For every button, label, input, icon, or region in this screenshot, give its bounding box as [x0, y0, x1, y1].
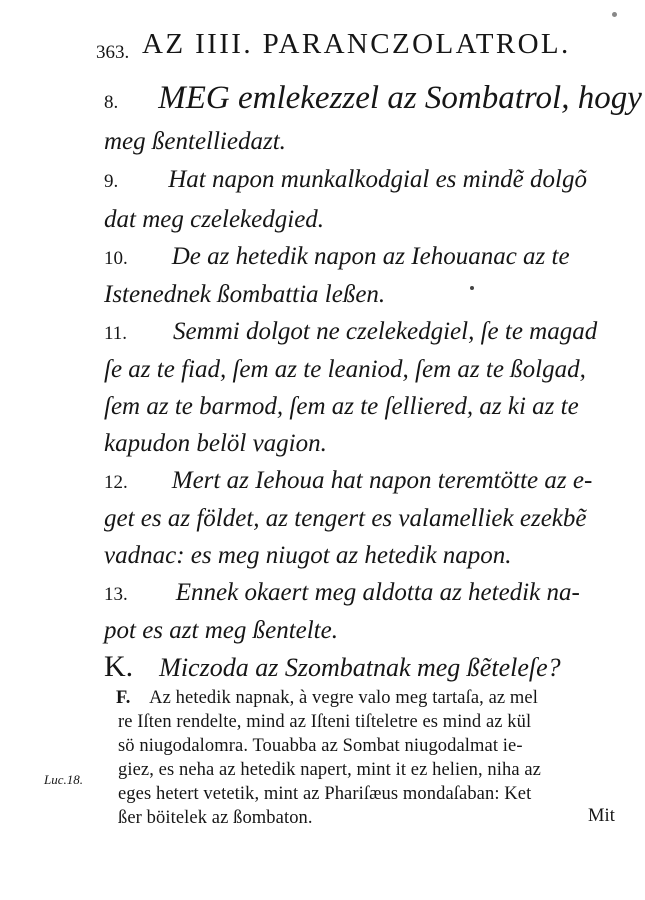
verse-number: 10. — [104, 248, 128, 269]
verse-number: 11. — [104, 323, 128, 344]
verse-9-line-1 — [104, 166, 587, 194]
ink-speck — [612, 12, 617, 17]
verse-number: 8. — [104, 92, 119, 113]
catchword: Mit — [588, 806, 616, 826]
verse-number: 9. — [104, 171, 119, 192]
verse-12-line-3: vadnac: es meg niugot az hetedik napon. — [104, 542, 512, 569]
verse-number: 12. — [104, 472, 128, 493]
verse-12-line-1 — [104, 467, 592, 495]
page-number: 363. — [96, 42, 130, 63]
verse-8-line-2: meg ßentelliedazt. — [104, 128, 286, 155]
answer-line-2: re Iſten rendelte, mind az Iſteni tiſteletre es mind az kül — [118, 712, 532, 732]
running-title: AZ IIII. PARANCZOLATROL. — [142, 28, 571, 60]
answer-line-4: giez, es neha az hetedik napert, mint it ez helien, niha az — [118, 760, 541, 780]
margin-note: Luc.18. — [44, 772, 83, 787]
answer-line-1 — [116, 688, 538, 709]
verse-9-line-2: dat meg czelekedgied. — [104, 206, 325, 233]
page-header — [96, 28, 616, 64]
verse-11-line-3: ſem az te barmod, ſem az te ſelliered, az ki az te — [104, 393, 579, 420]
verse-11-line-2: ſe az te fiad, ſem az te leaniod, ſem az te ßolgad, — [104, 356, 586, 383]
ink-speck — [470, 286, 474, 290]
verse-text: Mert az Iehoua hat napon teremtötte az e- — [171, 467, 593, 494]
question-text: Miczoda az Szombatnak meg ßẽteleſe? — [159, 653, 561, 682]
verse-text: De az hetedik napon az Iehouanac az te — [171, 243, 570, 270]
answer-text: Az hetedik napnak, à vegre valo meg tartaſa, az mel — [149, 688, 538, 708]
verse-10-line-1 — [104, 243, 570, 271]
verse-number: 13. — [104, 584, 128, 605]
verse-12-line-2: get es az földet, az tengert es valamelliek ezekbẽ — [104, 505, 587, 532]
question-line — [104, 650, 561, 684]
answer-line-6: ßer böitelek az ßombaton. — [118, 808, 313, 828]
verse-13-line-1 — [104, 579, 580, 607]
verse-text: MEG emlekezzel az Sombatrol, hogy — [158, 80, 642, 116]
verse-8-line-1 — [104, 80, 642, 117]
verse-10-line-2: Istenednek ßombattia leßen. — [104, 281, 386, 308]
verse-text: Semmi dolgot ne czelekedgiel, ſe te magad — [173, 318, 598, 345]
verse-11-line-1 — [104, 318, 597, 346]
answer-line-3: sö niugodalomra. Touabba az Sombat niugodalmat ie- — [118, 736, 523, 756]
answer-line-5: eges hetert vetetik, mint az Phariſæus mondaſaban: Ket — [118, 784, 532, 804]
verse-13-line-2: pot es azt meg ßentelte. — [104, 617, 338, 644]
answer-label: F. — [116, 688, 131, 708]
verse-text: Ennek okaert meg aldotta az hetedik na- — [175, 579, 580, 606]
verse-11-line-4: kapudon belöl vagion. — [104, 430, 327, 457]
verse-text: Hat napon munkalkodgial es mindẽ dolgõ — [168, 166, 587, 193]
question-label: K. — [104, 650, 134, 683]
